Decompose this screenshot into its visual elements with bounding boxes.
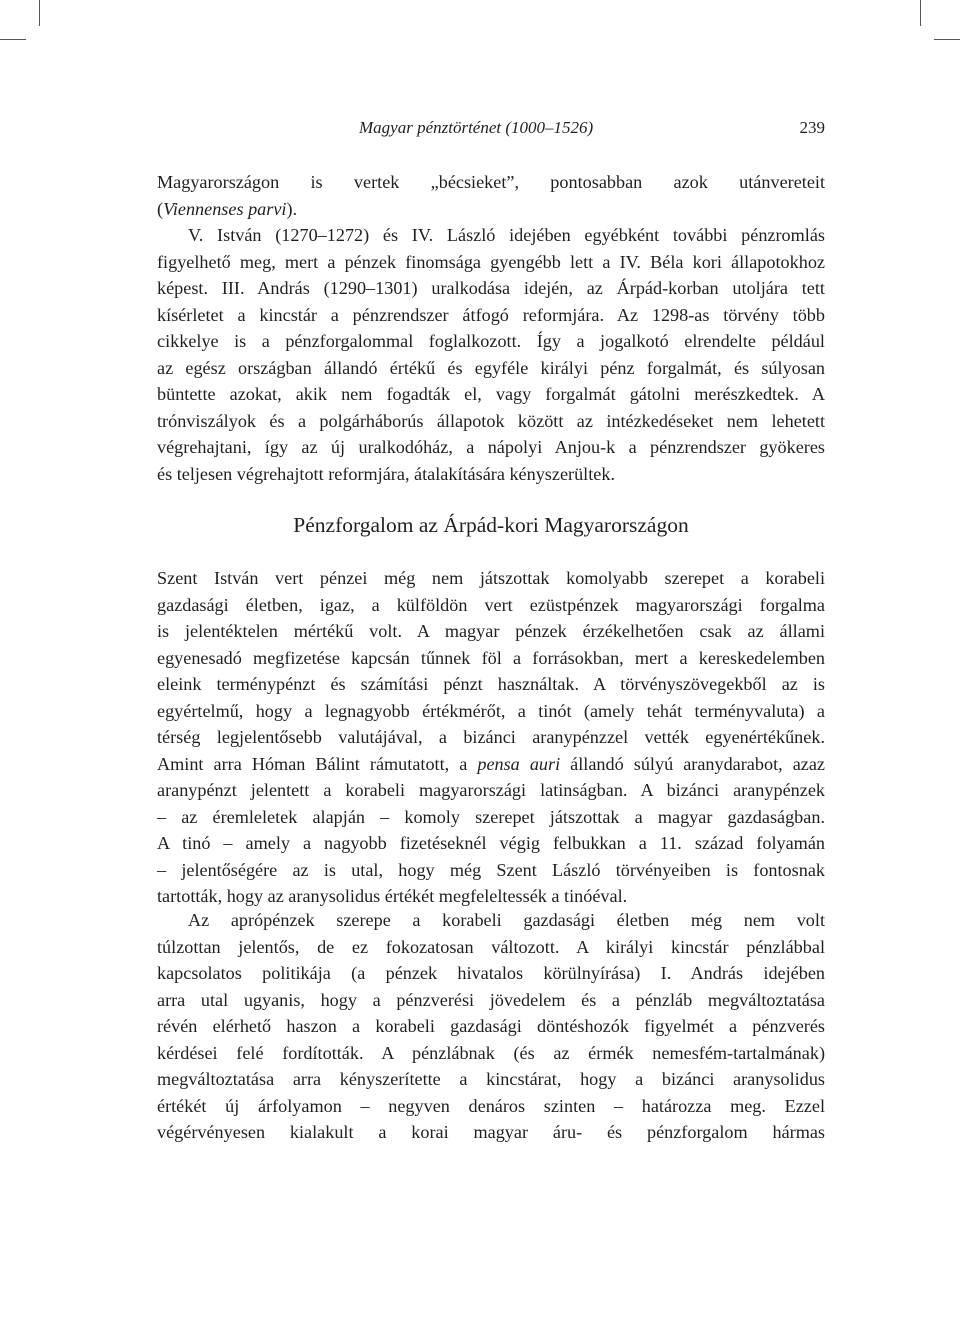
text-line: [157, 196, 825, 223]
paragraph-3: [157, 565, 825, 910]
text-line: V. István (1270–1272) és IV. László idejében egyébként további pénzromlás: [188, 225, 825, 245]
text-line: és teljesen végrehajtott reformjára, átalakítására kényszerültek.: [157, 463, 615, 484]
text-line: cikkelye is a pénzforgalommal foglalkozott. Így a jogalkotó elrendelte például: [157, 331, 825, 351]
text-line: arra utal ugyanis, hogy a pénzverési jövedelem és a pénzláb megváltoztatása: [157, 989, 825, 1010]
text-line: végérvényesen kialakult a korai magyar áru- és pénzforgalom hármas: [157, 1122, 825, 1142]
text-line: megváltoztatása arra kényszerítette a kincstárat, hogy a bizánci aranysolidus: [157, 1069, 825, 1089]
text-line: Az aprópénzek szerepe a korabeli gazdasági életben még nem volt: [188, 910, 825, 930]
text-line: [157, 751, 825, 778]
text-line: figyelhető meg, mert a pénzek finomsága gyengébb lett a IV. Béla kori állapotokhoz: [157, 251, 825, 272]
text-fragment: (: [157, 198, 164, 219]
text-fragment: Amint arra Hóman Bálint rámutatott, a: [157, 753, 478, 774]
crop-mark-top-right-vertical: [920, 0, 921, 26]
paragraph-2: [157, 222, 825, 487]
running-title: Magyar pénztörténet (1000–1526): [359, 118, 594, 137]
text-line: eleink terménypénzt és számítási pénzt használtak. A törvényszövegekből az is: [157, 674, 825, 694]
crop-mark-top-left-vertical: [39, 0, 40, 26]
text-line: révén elérhető haszon a korabeli gazdasági döntéshozók figyelmét a pénzverés: [157, 1016, 825, 1036]
text-line: térség legjelentősebb valutájával, a bizánci aranypénzzel vették egyenértékűnek.: [157, 727, 825, 747]
text-line: Szent István vert pénzei még nem játszottak komolyabb szerepet a korabeli: [157, 568, 825, 588]
page-header: [157, 118, 825, 142]
text-line: kapcsolatos politikája (a pénzek hivatalos körülnyírása) I. András idejében: [157, 963, 825, 983]
text-line: A tinó – amely a nagyobb fizetéseknél végig felbukkan a 11. század folyamán: [157, 833, 825, 853]
text-line: is jelentéktelen mértékű volt. A magyar pénzek érzékelhetően csak az állami: [157, 621, 825, 641]
page-number: 239: [799, 118, 825, 137]
paragraph-1: [157, 169, 825, 222]
text-line: egyértelmű, hogy a legnagyobb értékmérőt, a tinót (amely tehát terményvaluta) a: [157, 700, 825, 721]
text-line: gazdasági életben, igaz, a külföldön vert ezüstpénzek magyarországi forgalma: [157, 594, 825, 615]
italic-term: Viennenses parvi: [163, 198, 287, 219]
crop-mark-top-left-horizontal: [0, 39, 26, 40]
text-line: – jelentőségére az is utal, hogy még Szent László törvényeiben is fontosnak: [157, 859, 825, 880]
paragraph-4: [157, 907, 825, 1146]
text-line: Magyarországon is vertek „bécsieket”, pontosabban azok utánvereteit: [157, 172, 825, 192]
text-line: túlzottan jelentős, de ez fokozatosan változott. A királyi kincstár pénzlábbal: [157, 936, 825, 957]
text-line: trónviszályok és a polgárháborús állapotok között az intézkedéseket nem lehetett: [157, 410, 825, 431]
crop-mark-top-right-horizontal: [934, 39, 960, 40]
text-line: az egész országban állandó értékű és egyféle királyi pénz forgalmát, és súlyosan: [157, 357, 825, 378]
text-fragment: ).: [286, 198, 298, 219]
section-heading: Pénzforgalom az Árpád-kori Magyarországon: [293, 513, 689, 537]
italic-term: pensa auri: [477, 753, 561, 774]
text-line: képest. III. András (1290–1301) uralkodása idején, az Árpád-korban utoljára tett: [157, 278, 825, 298]
text-line: egyenesadó megfizetése kapcsán tűnnek föl a forrásokban, mert a kereskedelemben: [157, 647, 825, 668]
text-line: tartották, hogy az aranysolidus értékét megfeleltessék a tinóéval.: [157, 886, 628, 906]
text-line: végrehajtani, így az új uralkodóház, a nápolyi Anjou-k a pénzrendszer gyökeres: [157, 437, 825, 457]
text-line: értékét új árfolyamon – negyven denáros szinten – határozza meg. Ezzel: [157, 1095, 825, 1116]
text-line: – az éremleletek alapján – komoly szerepet játszottak a magyar gazdaságban.: [157, 806, 825, 827]
text-line: büntette azokat, akik nem fogadták el, vagy forgalmát gátolni merészkedtek. A: [157, 384, 825, 404]
text-line: aranypénzt jelentett a korabeli magyarországi latinságban. A bizánci aranypénzek: [157, 780, 825, 800]
text-line: kérdései felé fordították. A pénzlábnak (és az érmék nemesfém-tartalmának): [157, 1042, 825, 1063]
text-fragment: állandó súlyú aranydarabot, azaz: [560, 753, 826, 774]
text-line: kísérletet a kincstár a pénzrendszer átfogó reformjára. Az 1298-as törvény több: [157, 304, 825, 325]
